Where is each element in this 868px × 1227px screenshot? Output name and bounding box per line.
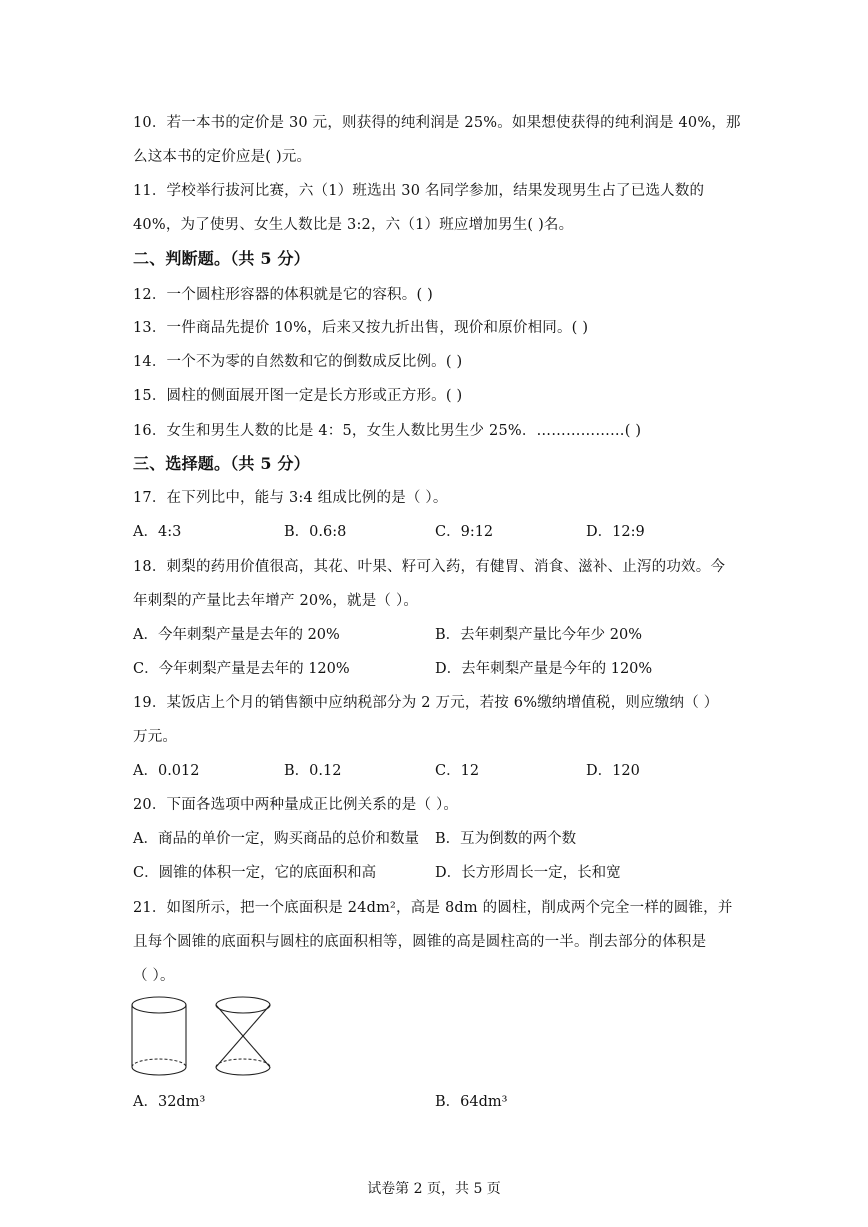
- q21-line3: （ ）。: [133, 968, 175, 984]
- q19-line2: 万元。: [133, 729, 178, 745]
- q21-option-b: B．64dm³: [435, 1094, 508, 1110]
- q20-option-a: A．商品的单价一定，购买商品的总价和数量: [133, 831, 419, 847]
- q19-option-b: B．0.12: [284, 763, 342, 779]
- cylinder-figure: [128, 993, 190, 1081]
- q16-text: 16．女生和男生人数的比是 4：5，女生人数比男生少 25%．………………( ): [133, 423, 642, 439]
- q18-option-a: A．今年刺梨产量是去年的 20%: [133, 627, 340, 643]
- q10-line1: 10．若一本书的定价是 30 元，则获得的纯利润是 25%。如果想使获得的纯利润是 40%，那: [133, 115, 741, 131]
- q11-line1: 11．学校举行拔河比赛，六（1）班选出 30 名同学参加，结果发现男生占了已选人数的: [133, 183, 705, 199]
- q17-option-a: A．4:3: [133, 524, 182, 540]
- q13-text: 13．一件商品先提价 10%，后来又按九折出售，现价和原价相同。( ): [133, 320, 589, 336]
- double-cone-figure: [212, 993, 274, 1081]
- q19-option-d: D．120: [586, 763, 640, 779]
- q21-line2: 且每个圆锥的底面积与圆柱的底面积相等，圆锥的高是圆柱高的一半。削去部分的体积是: [133, 934, 707, 950]
- q19-line1: 19．某饭店上个月的销售额中应纳税部分为 2 万元，若按 6%缴纳增值税，则应缴纳（ ）: [133, 695, 719, 711]
- q19-option-c: C．12: [435, 763, 480, 779]
- q15-text: 15．圆柱的侧面展开图一定是长方形或正方形。( ): [133, 388, 463, 404]
- q17-option-c: C．9:12: [435, 524, 494, 540]
- q12-text: 12．一个圆柱形容器的体积就是它的容积。( ): [133, 287, 433, 303]
- q18-line2: 年刺梨的产量比去年增产 20%，就是（ ）。: [133, 593, 419, 609]
- page-footer: 试卷第 2 页，共 5 页: [367, 1181, 501, 1197]
- q19-option-a: A．0.012: [133, 763, 200, 779]
- q20-option-b: B．互为倒数的两个数: [435, 831, 577, 847]
- q18-option-d: D．去年刺梨产量是今年的 120%: [435, 661, 653, 677]
- q20-option-d: D．长方形周长一定，长和宽: [435, 865, 621, 881]
- section-3-heading: 三、选择题。（共 5 分）: [133, 454, 310, 473]
- section-2-heading: 二、判断题。（共 5 分）: [133, 249, 310, 268]
- q17-stem: 17．在下列比中，能与 3:4 组成比例的是（ ）。: [133, 490, 448, 506]
- q18-option-b: B．去年刺梨产量比今年少 20%: [435, 627, 642, 643]
- q20-option-c: C．圆锥的体积一定，它的底面积和高: [133, 865, 377, 881]
- q11-line2: 40%，为了使男、女生人数比是 3:2，六（1）班应增加男生( )名。: [133, 217, 574, 233]
- q10-line2: 么这本书的定价应是( )元。: [133, 149, 312, 165]
- q20-stem: 20．下面各选项中两种量成正比例关系的是（ ）。: [133, 797, 459, 813]
- q14-text: 14．一个不为零的自然数和它的倒数成反比例。( ): [133, 354, 463, 370]
- q21-line1: 21．如图所示，把一个底面积是 24dm²，高是 8dm 的圆柱，削成两个完全一样的圆锥，并: [133, 900, 733, 916]
- q18-line1: 18．刺梨的药用价值很高，其花、叶果、籽可入药，有健胃、消食、滋补、止泻的功效。今: [133, 559, 726, 575]
- q18-option-c: C．今年刺梨产量是去年的 120%: [133, 661, 350, 677]
- q17-option-d: D．12:9: [586, 524, 645, 540]
- q17-option-b: B．0.6:8: [284, 524, 347, 540]
- q21-option-a: A．32dm³: [133, 1094, 206, 1110]
